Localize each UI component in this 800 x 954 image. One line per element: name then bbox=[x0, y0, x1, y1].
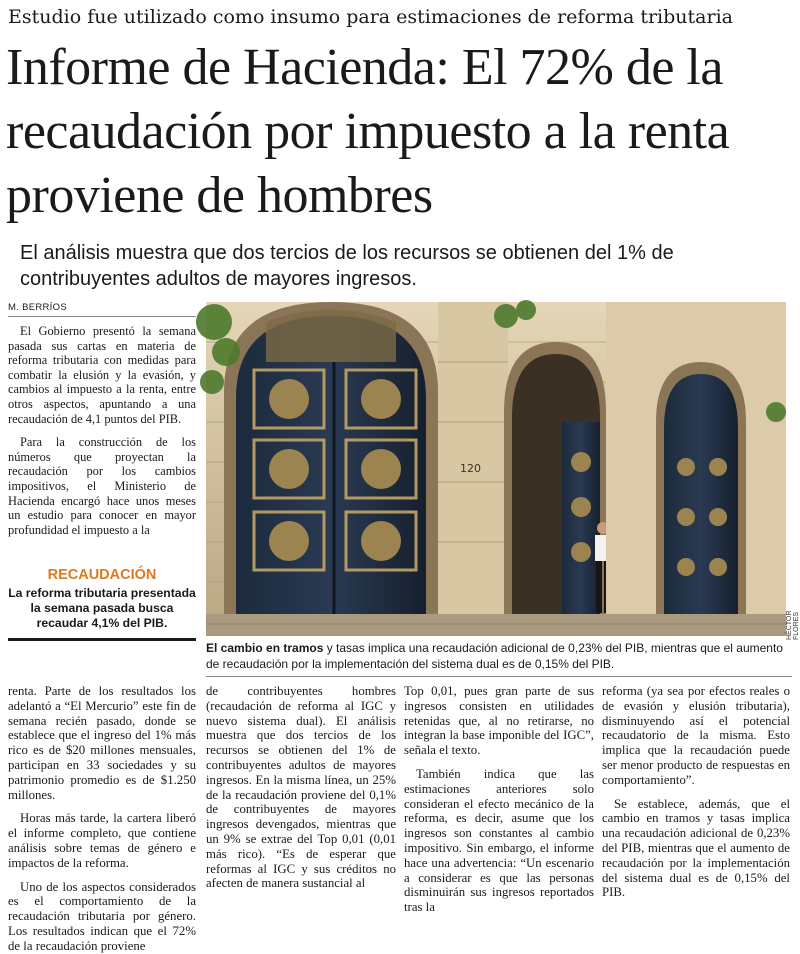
paragraph: de contribuyentes hombres (recaudación de reforma al IGC y nuevo sistema dual). El análisis muestra que dos tercios de los recursos se obtienen del 1% de contribuyentes adultos de mayores ingresos. En la misma línea, un 25% de la recaudación proviene del 0,1% de contribuyentes de mayores ingresos devengados, mientras que un 9% se extrae del Top 0,01 (0,01 más rico). “Es de esperar que reformas al IGC y sus créditos no afecten de manera sustancial al bbox=[206, 684, 396, 891]
pullquote-text: La reforma tributaria presentada la semana pasada busca recaudar 4,1% del PIB. bbox=[8, 586, 196, 630]
caption-rule bbox=[206, 676, 792, 677]
column-2 bbox=[206, 684, 396, 912]
column-3 bbox=[404, 684, 594, 915]
pullquote-title: RECAUDACIÓN bbox=[47, 567, 157, 583]
paragraph: Uno de los aspectos considerados es el comportamiento de la recaudación tributaria por género. Los resultados indican que el 72% de la recaudación proviene bbox=[8, 879, 196, 953]
paragraph: También indica que las estimaciones anteriores solo consideran el efecto mecánico de la reforma, es decir, asume que los ingresos son constantes al cambio impositivo. Sin embargo, el informe hace una advertencia: “Un escenario a considerar es que las personas disminuirán sus ingresos reportados tras la bbox=[404, 766, 594, 915]
pullquote-rule bbox=[8, 638, 196, 641]
paragraph: renta. Parte de los resultados los adelantó a “El Mercurio” este fin de semana recién pasado, donde se establece que el ingreso del 1% más rico es de $20 millones mensuales, participan en 33 sociedades y su patrimonio promedio es de $1.250 millones. bbox=[8, 684, 196, 802]
caption-text: y tasas implica una recaudación adicional de 0,23% del PIB, mientras que el aumento de recaudación por la implementación del sistema dual es de 0,15% del PIB. bbox=[206, 641, 783, 671]
paragraph: El Gobierno presentó la semana pasada sus cartas en materia de reforma tributaria con medidas para combatir la elusión y la evasión, y cambios al impuesto a la renta, entre otros aspectos, apuntando a una recaudación de 4,1 puntos del PIB. bbox=[8, 324, 196, 426]
pullquote bbox=[8, 566, 196, 631]
byline: M. BERRÍOS bbox=[8, 302, 67, 313]
paragraph: Top 0,01, pues gran parte de sus ingresos consisten en utilidades retenidas que, al no retirarse, no integran la base imponible del IGC”, señala el texto. bbox=[404, 684, 594, 758]
byline-rule bbox=[8, 316, 196, 317]
paragraph: Se establece, además, que el cambio en tramos y tasas implica una recaudación adicional de 0,23% del PIB, mientras que el aumento de recaudación por la implementación del sistema dual es de 0,15% del PIB. bbox=[602, 796, 790, 900]
building-number: 120 bbox=[460, 462, 481, 475]
column-1-top bbox=[8, 324, 196, 546]
photo-credit: HÉCTOR FLORES bbox=[786, 610, 800, 640]
paragraph: reforma (ya sea por efectos reales o de evasión y elusión tributaria), disminuyendo así el potencial recaudatorio de la misma. Esto implica que la recaudación puede ser menor producto de respuestas en comportamiento”. bbox=[602, 684, 790, 787]
deck: El análisis muestra que dos tercios de los recursos se obtienen del 1% de contribuyentes adultos de mayores ingresos. bbox=[20, 242, 674, 290]
paragraph: Horas más tarde, la cartera liberó el informe completo, que contiene análisis sobre temas de género e impactos de la reforma. bbox=[8, 811, 196, 870]
headline: Informe de Hacienda: El 72% de la recaudación por impuesto a la renta proviene de hombres bbox=[6, 39, 730, 224]
photo-building-doors bbox=[206, 302, 786, 636]
paragraph: Para la construcción de los números que proyectan la recaudación por los cambios impositivos, el Ministerio de Hacienda encargó hace unos meses un estudio para conocer en mayor profundidad el impuesto a la bbox=[8, 435, 196, 537]
kicker: Estudio fue utilizado como insumo para estimaciones de reforma tributaria bbox=[8, 6, 733, 28]
caption-lead: El cambio en tramos bbox=[206, 641, 324, 655]
photo-caption bbox=[206, 640, 792, 672]
column-4 bbox=[602, 684, 790, 912]
column-1-bottom bbox=[8, 684, 196, 953]
